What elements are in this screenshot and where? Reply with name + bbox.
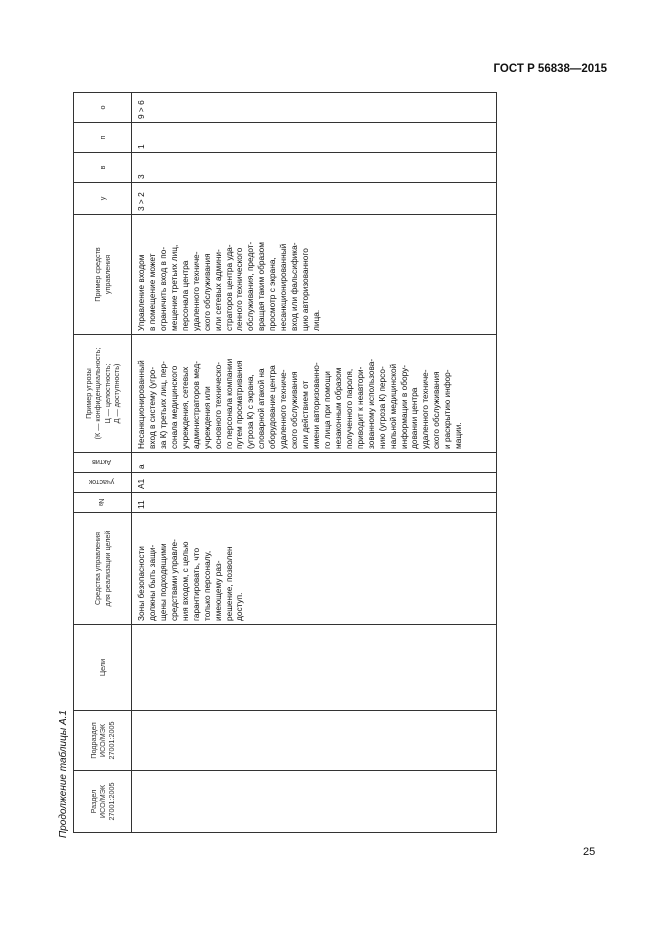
rotated-table-container: [73, 93, 497, 833]
cell-control-example: Управление входом в помещение может ограничить вход в по- мещение третьих лиц, персонала центра удаленного техниче- ского обслуживания или сетевых админи- страторов центра уда- ленного технического обслуживания, предот- вращая таким образом просмотр с экрана, несанкционированный вход или фальсифика- цию авторизованного лица.: [132, 215, 497, 335]
cell-site: А1: [132, 473, 497, 493]
cell-v: 3: [132, 153, 497, 183]
cell-number: 11: [132, 493, 497, 513]
cell-goals: [132, 625, 497, 711]
cell-controls: Зоны безопасности должны быть защи- щены подходящими средствами управле- ния входом, с целью гарантировать, что только персоналу, имеющему раз- решение, позволен доступ.: [132, 513, 497, 625]
header-subsection: Подраздел ИСО/МЭК 27001:2005: [74, 711, 132, 771]
cell-threat: Несанкционированный вход в систему (угро- за К) третьих лиц, пер- сонала медицинского учреждения, сетевых администраторов мед- учреждения или основного техническо- го персонала компании путем просматривания (угроза К) с экрана, словарной атакой на оборудование центра удаленного техниче- ского обслуживания или действием от имени авторизованно- го лица при помощи незаконным образом полученного пароля, приводит к неавтори- зованному использова- нию (угроза К) персо- нальной медицинской информации в обору- довании центра удаленного техниче- ского обслуживания и раскрытию инфор- мации.: [132, 335, 497, 453]
standard-header: ГОСТ Р 56838—2015: [493, 63, 607, 75]
header-number: №: [74, 493, 132, 513]
cell-subsection: [132, 711, 497, 771]
cell-p: 1: [132, 123, 497, 153]
header-controls: Средства управления для реализации целей: [74, 513, 132, 625]
header-control-example: Пример средств управления: [74, 215, 132, 335]
table-row: [132, 93, 497, 833]
header-asset: Актив: [74, 453, 132, 473]
cell-o: 9 > 6: [132, 93, 497, 123]
header-site: участок: [74, 473, 132, 493]
header-row: [74, 93, 132, 833]
header-threat: Пример угрозы (К — конфиденциальность; Ц — целостность; Д — доступность): [74, 335, 132, 453]
header-o: о: [74, 93, 132, 123]
security-controls-table: [73, 92, 497, 833]
page-number: 25: [583, 846, 596, 858]
cell-section: [132, 771, 497, 833]
header-u: у: [74, 183, 132, 215]
cell-asset: а: [132, 453, 497, 473]
header-p: п: [74, 123, 132, 153]
header-goals: Цели: [74, 625, 132, 711]
cell-u: 3 > 2: [132, 183, 497, 215]
table-caption: Продолжение таблицы А.1: [58, 710, 69, 838]
header-v: в: [74, 153, 132, 183]
header-section: Раздел ИСО/МЭК 27001:2005: [74, 771, 132, 833]
